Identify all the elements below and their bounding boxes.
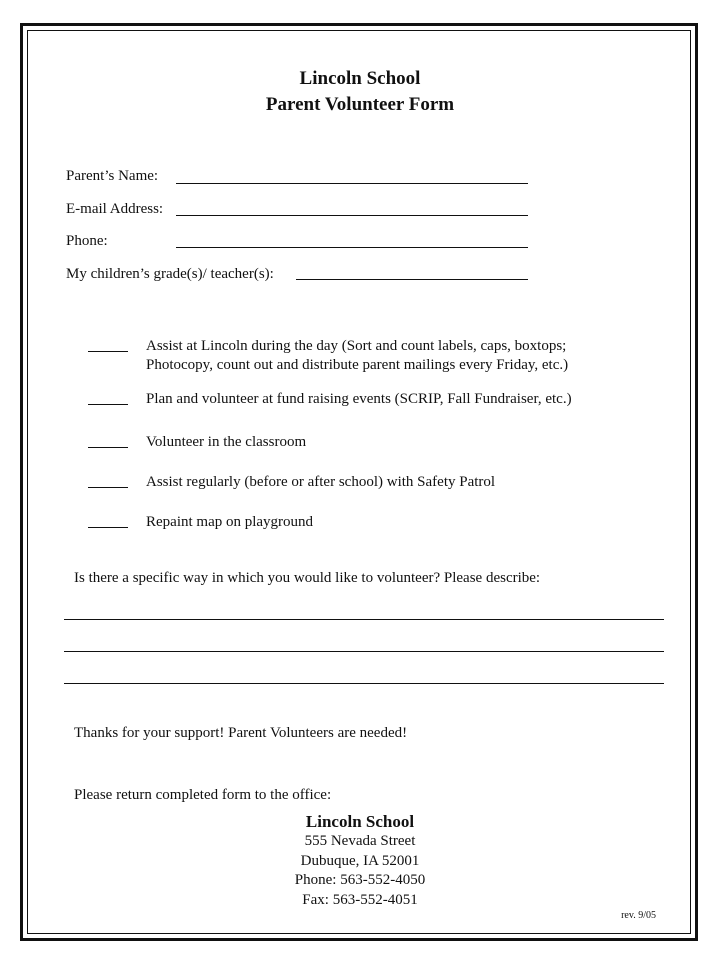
address-street: 555 Nevada Street xyxy=(304,833,416,849)
thanks-text: Thanks for your support! Parent Volunteers are needed! xyxy=(74,725,408,741)
option-text: Volunteer in the classroom xyxy=(146,434,307,450)
address-fax: Fax: 563-552-4051 xyxy=(302,891,418,908)
option-text: Repaint map on playground xyxy=(146,514,314,530)
option-text: Assist regularly (before or after school) with Safety Patrol xyxy=(146,474,496,490)
address-phone: Phone: 563-552-4050 xyxy=(294,872,426,888)
parent-name-field[interactable] xyxy=(176,183,528,184)
parent-name-label: Parent’s Name: xyxy=(66,168,159,184)
describe-question: Is there a specific way in which you would like to volunteer? Please describe: xyxy=(74,570,541,586)
address-city: Dubuque, IA 52001 xyxy=(300,852,420,869)
option-line: Photocopy, count out and distribute parent mailings every Friday, etc.) xyxy=(146,357,569,373)
revision-note: rev. 9/05 xyxy=(621,910,656,921)
describe-line[interactable] xyxy=(64,683,664,684)
option-blank[interactable] xyxy=(88,487,128,488)
describe-line[interactable] xyxy=(64,651,664,652)
option-text: Plan and volunteer at fund raising events (SCRIP, Fall Fundraiser, etc.) xyxy=(146,391,572,407)
school-title: Lincoln School xyxy=(299,68,421,89)
phone-field[interactable] xyxy=(176,247,528,248)
grade-teacher-field[interactable] xyxy=(296,279,528,280)
option-text xyxy=(146,337,646,375)
email-label: E-mail Address: xyxy=(66,201,164,217)
return-note: Please return completed form to the office: xyxy=(74,787,332,803)
option-line: Assist at Lincoln during the day (Sort and count labels, caps, boxtops; xyxy=(146,338,567,354)
address-school: Lincoln School xyxy=(305,812,415,831)
email-field[interactable] xyxy=(176,215,528,216)
option-blank[interactable] xyxy=(88,351,128,352)
describe-line[interactable] xyxy=(64,619,664,620)
grade-teacher-label: My children’s grade(s)/ teacher(s): xyxy=(66,266,274,282)
option-blank[interactable] xyxy=(88,527,128,528)
option-blank[interactable] xyxy=(88,447,128,448)
form-title: Parent Volunteer Form xyxy=(265,94,455,115)
option-blank[interactable] xyxy=(88,404,128,405)
address-block xyxy=(0,812,720,910)
phone-label: Phone: xyxy=(66,233,108,249)
